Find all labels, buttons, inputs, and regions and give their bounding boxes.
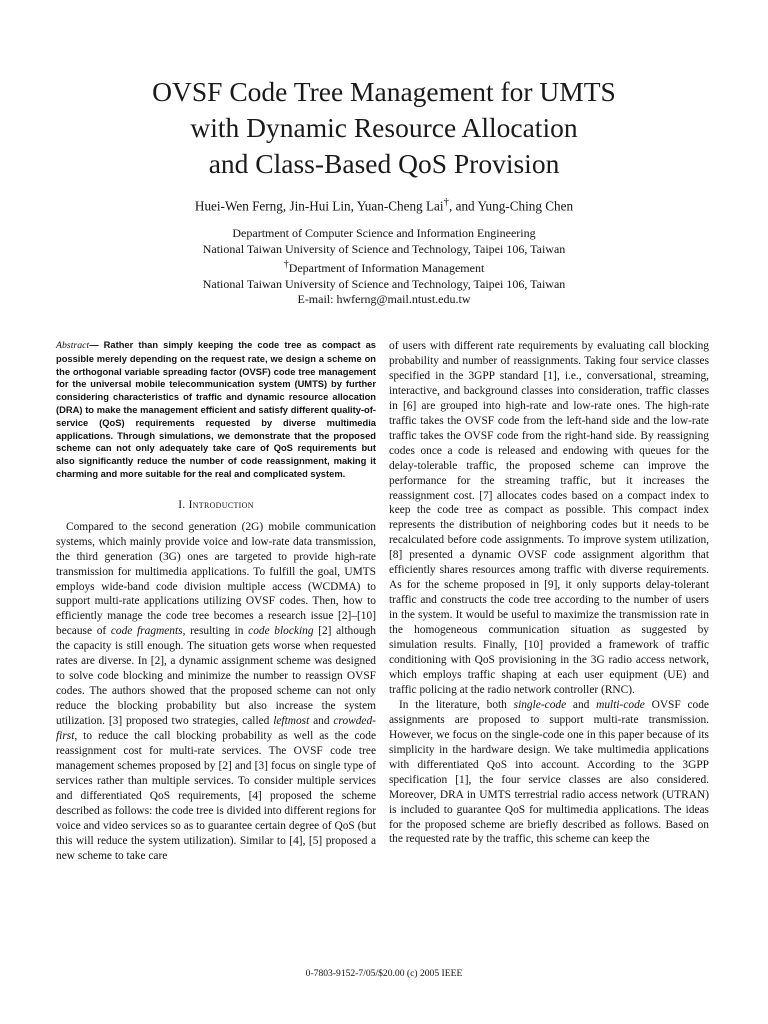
section-heading — [56, 498, 376, 513]
abstract-label: Abstract — [56, 340, 90, 351]
text-run: [2] although the capacity is still enough. The situation gets worse when requested rates are diverse. In [2], a dynamic assignment scheme was designed to solve code blocking and minimize the number to reassign OVSF codes. The authors showed that the proposed scheme can not only reduce the blocking probability but also increase the system utilization. [3] proposed two strategies, called — [56, 625, 376, 728]
text-run: and — [309, 715, 334, 728]
affiliations — [60, 226, 708, 308]
title-line: and Class-Based QoS Provision — [208, 148, 560, 179]
affiliation-dept-text: Department of Information Management — [288, 261, 485, 276]
affiliation-dept: Department of Computer Science and Information Engineering — [232, 226, 536, 240]
italic-term: code blocking — [248, 625, 314, 638]
title-line: with Dynamic Resource Allocation — [190, 112, 578, 143]
left-column — [56, 339, 376, 864]
affiliation-univ: National Taiwan University of Science and Technology, Taipei 106, Taiwan — [202, 276, 566, 291]
italic-term: multi-code — [596, 698, 645, 711]
abstract — [56, 339, 376, 481]
affiliation-univ: National Taiwan University of Science and Technology, Taipei 106, Taiwan — [202, 241, 566, 256]
dagger-mark: † — [283, 259, 289, 271]
italic-term: single-code — [513, 698, 567, 711]
contact-email: E-mail: hwferng@mail.ntust.edu.tw — [297, 292, 471, 307]
paper-title — [60, 74, 708, 182]
body-paragraph: of users with different rate requirements by evaluating call blocking probability and number of reassignments. Taking four service classes specified in the 3GPP standard [1], i.e., conversational, streaming, interactive, and background classes into consideration, traffic classes in [6] are grouped into high-rate and low-rate ones. The high-rate traffic takes the OVSF code from the left-hand side and the low-rate traffic takes the OVSF code from the right-hand side. By reassigning codes once a code is released and endowing with queues for the delay-tolerable traffic, the proposed scheme can improve the performance for the streaming traffic, but it increases the reassignment cost. [7] allocates codes based on a compact index to keep the code tree as compact as possible. This compact index represents the distribution of neighboring codes but it needs to be recalculated before code assignments. To improve system utilization, [8] presented a dynamic OVSF code assignment algorithm that efficiently shares resources among traffic with diverse requirements. As for the scheme proposed in [9], it only supports delay-tolerant traffic and constructs the code tree according to the number of users in the system. It would be useful to maximize the transmission rate in the homogeneous communication situation as suggested by simulation results. Finally, [10] provided a framework of traffic conditioning with QoS provisioning in the 3G radio access network, which employs traffic shaping at each user equipment (UE) and traffic policing at the radio network controller (RNC). — [389, 340, 709, 696]
right-column — [389, 339, 709, 847]
author-list — [60, 193, 708, 215]
text-run: , to reduce the call blocking probability as well as the code reassignment cost for multi-rate services. The OVSF code tree management schemes proposed by [2] and [3] focus on single type of services rather than multiple services. To consider multiple services and differentiated QoS requirements, [4] proposed the scheme described as follows: the code tree is divided into different regions for voice and video services so as to guarantee certain degree of QoS (but this will reduce the system utilization). Similar to [4], [5] proposed a new scheme to take care — [56, 730, 376, 862]
italic-term: leftmost — [273, 715, 310, 728]
author-names-end: , and Yung-Ching Chen — [449, 198, 574, 214]
author-names: Huei-Wen Ferng, Jin-Hui Lin, Yuan-Cheng Lai — [194, 198, 444, 214]
body-paragraph — [56, 520, 376, 864]
affiliation-dept — [60, 257, 708, 277]
text-run: OVSF code assignments are proposed to support multi-rate transmission. However, we focus on the single-code one in this paper because of its simplicity in the hardware design. We take multimedia applications with differentiated QoS into account. According to the 3GPP specification [1], the four service classes are also considered. Moreover, DRA in UMTS terrestrial radio access network (UTRAN) is included to guarantee QoS for multimedia applications. The ideas for the proposed scheme are briefly described as follows. Based on the requested rate by the traffic, this scheme can keep the — [389, 698, 709, 846]
copyright-footer: 0-7803-9152-7/05/$20.00 (c) 2005 IEEE — [305, 968, 463, 979]
section-title: Introduction — [188, 498, 254, 511]
text-run: and — [566, 698, 597, 711]
text-run: Compared to the second generation (2G) mobile communication systems, which mainly provide voice and low-rate data transmission, the third generation (3G) ones are targeted to provide high-rate transmission for multimedia applications. To fulfill the goal, UMTS employs wide-band code division multiple access (WCDMA) to support multi-rate applications utilizing OVSF codes. Then, how to efficiently manage the code tree becomes a research issue [2]–[10] because of — [56, 520, 376, 638]
italic-term: code fragments — [110, 625, 183, 638]
abstract-dash: — — [89, 340, 104, 350]
dagger-mark: † — [443, 196, 450, 208]
section-numeral: I. — [178, 498, 189, 511]
text-run: , resulting in — [182, 625, 249, 638]
title-line: OVSF Code Tree Management for UMTS — [152, 76, 616, 107]
text-run: In the literature, both — [399, 698, 514, 711]
italic-term: crowded-first — [56, 715, 376, 743]
body-paragraph — [389, 698, 709, 848]
abstract-text: Rather than simply keeping the code tree as compact as possible merely depending on the request rate, we design a scheme on the orthogonal variable spreading factor (OVSF) code tree management for the universal mobile telecommunication system (UMTS) by further considering characteristics of traffic and dynamic resource allocation (DRA) to make the management efficient and satisfy different quality-of-service (QoS) requirements requested by diverse multimedia applications. Through simulations, we demonstrate that the proposed scheme can not only adequately take care of QoS requirements but also significantly reduce the number of code reassignment, making it charming and more suitable for the real and complicated system. — [56, 340, 376, 479]
